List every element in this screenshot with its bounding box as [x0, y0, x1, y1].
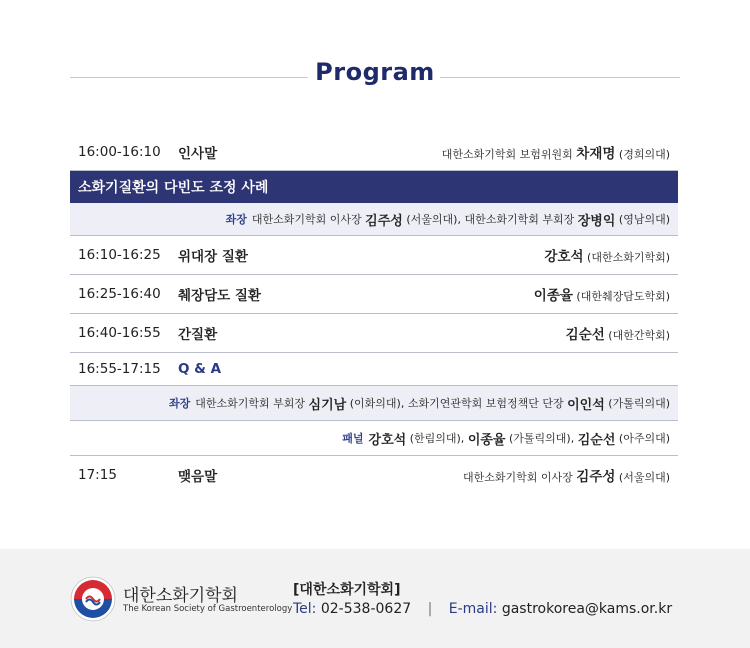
speaker-institution: (대한간학회): [608, 329, 670, 342]
speaker-cell: [544, 245, 678, 265]
chair-institution: (가톨릭의대): [608, 397, 670, 410]
topic-cell: 위대장 질환: [178, 249, 248, 265]
speaker-institution: (대한췌장담도학회): [576, 290, 670, 303]
chair-name: 이인석: [567, 397, 605, 413]
speaker-name: 차재명: [576, 146, 616, 162]
email-value[interactable]: gastrokorea@kams.or.kr: [501, 601, 673, 617]
footer: [0, 549, 750, 648]
chair-name: 장병익: [577, 213, 616, 229]
speaker-cell: [463, 465, 678, 485]
program-row-closing: [70, 456, 678, 494]
topic-cell: 인사말: [178, 146, 218, 162]
speaker-institution: (대한소화기학회): [587, 251, 670, 264]
time-cell: 16:10-16:25: [78, 247, 161, 263]
time-cell: 16:25-16:40: [78, 286, 161, 302]
program-row-talk: [70, 236, 678, 275]
speaker-institution: (서울의대): [618, 471, 670, 484]
page-title: Program: [315, 58, 435, 86]
panel-institution: (아주의대): [618, 432, 670, 445]
time-cell: 16:00-16:10: [78, 144, 161, 160]
chair-affiliation: 대한소화기학회 이사장: [251, 213, 362, 226]
panel-name: 김순선: [577, 432, 616, 448]
chair-institution: (영남의대): [618, 213, 670, 226]
society-logo-icon: [70, 576, 116, 622]
panel-name: 이종율: [467, 432, 506, 448]
tel-label: Tel:: [293, 601, 317, 617]
topic-cell: 췌장담도 질환: [178, 288, 261, 304]
speaker-cell: [442, 142, 678, 162]
contact-separator: |: [427, 601, 433, 617]
title-divider-right: [440, 77, 680, 78]
speaker-name: 김순선: [565, 327, 605, 343]
program-header: [70, 58, 680, 92]
chair-institution: (서울의대),: [406, 213, 461, 226]
speaker-affiliation: 대한소화기학회 보험위원회: [441, 148, 573, 161]
speaker-affiliation: 대한소화기학회 이사장: [463, 471, 573, 484]
chair-role-label: 좌장: [225, 213, 247, 226]
panel-institution: (한림의대),: [409, 432, 465, 445]
email-label: E-mail:: [448, 601, 498, 617]
tel-value[interactable]: 02-538-0627: [320, 601, 412, 617]
speaker-cell: [566, 323, 678, 343]
time-cell: 16:55-17:15: [78, 361, 161, 377]
chair-name: 심기남: [308, 397, 347, 413]
speaker-name: 김주성: [576, 469, 616, 485]
speaker-name: 강호석: [544, 249, 584, 265]
panel-row: [70, 421, 678, 456]
panel-institution: (가톨릭의대),: [509, 432, 575, 445]
topic-cell: 맺음말: [178, 469, 218, 485]
topic-cell: 간질환: [178, 327, 218, 343]
contact-heading: [대한소화기학회]: [293, 582, 401, 598]
speaker-cell: [534, 284, 678, 304]
speaker-institution: (경희의대): [618, 148, 670, 161]
org-english-name: The Korean Society of Gastroenterology: [123, 604, 293, 614]
program-row-qa: [70, 353, 678, 386]
chair-affiliation: 대한소화기학회 부회장: [464, 213, 575, 226]
chair-row: [70, 203, 678, 236]
program-row-talk: [70, 314, 678, 353]
chair-name: 김주성: [365, 213, 403, 229]
panel-role-label: 패널: [342, 432, 364, 445]
chair-affiliation: 대한소화기학회 부회장: [195, 397, 306, 410]
chair-institution: (이화의대),: [349, 397, 405, 410]
speaker-name: 이종율: [533, 288, 573, 304]
chair-row: [70, 386, 678, 421]
program-row-opening: [70, 134, 678, 171]
session-title-bar: 소화기질환의 다빈도 조정 사례: [70, 171, 678, 203]
topic-cell: Q & A: [178, 361, 222, 377]
program-table: [70, 134, 678, 494]
time-cell: 17:15: [78, 467, 117, 483]
chair-role-label: 좌장: [169, 397, 191, 410]
time-cell: 16:40-16:55: [78, 325, 161, 341]
program-row-talk: [70, 275, 678, 314]
panel-name: 강호석: [368, 432, 407, 448]
chair-affiliation: 소화기연관학회 보험정책단 단장: [407, 397, 564, 410]
society-emblem-icon: [70, 576, 116, 622]
org-name: 대한소화기학회: [123, 586, 238, 606]
contact-line: [293, 601, 672, 617]
